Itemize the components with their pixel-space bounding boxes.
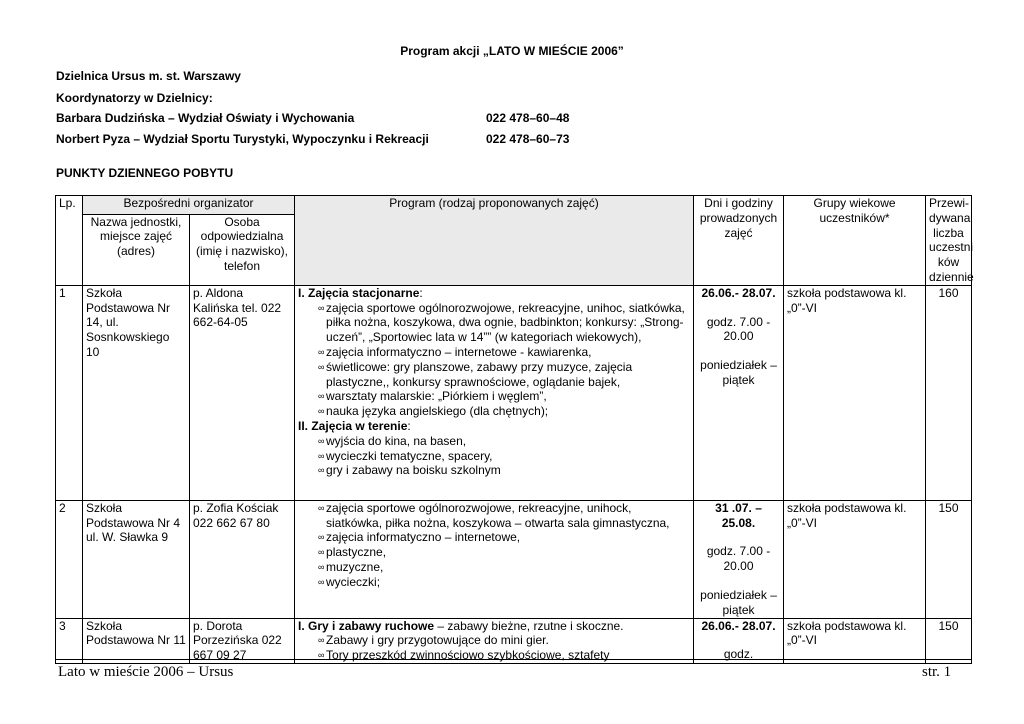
list-item: ∞ gry i zabawy na boisku szkolnym [298, 463, 690, 478]
row-count: 160 [926, 285, 972, 500]
row-program: I. Zajęcia stacjonarne: ∞ zajęcia sportowe ogólnorozwojowe, rekreacyjne, unihoc, siatkówka, piłka nożna, koszykowa, dwa ognie, badbinkton; konkursy: „Strong-uczeń”, „Sportowiec lata w 14”” (w kategoriach wiekowych), ∞ zajęcia informatyczno – internetowe - kawiarenka, ∞ świetlicowe: gry planszowe, zabawy przy muzyce, zajęcia plastyczne,, konkursy sprawnościowe, oglądanie bajek, ∞ warsztaty malarskie: „Piórkiem i węglem”, ∞ nauka języka angielskiego (dla chętnych); II. Zajęcia w terenie: ∞ wyjścia do kina, na basen, ∞ wycieczki tematyczne, spacery, ∞ gry i zabawy na boisku szkolnym [295, 285, 694, 500]
page-number: str. 1 [922, 664, 952, 680]
table-row [56, 500, 972, 618]
coordinator-1-phone: 022 478–60–48 [486, 111, 570, 125]
row-program [295, 500, 694, 618]
row-count: 150 [926, 618, 972, 663]
row-hours: godz. 7.00 - 20.00 [706, 544, 771, 574]
header-lp: Lp. [56, 196, 83, 286]
list-item: ∞ nauka języka angielskiego (dla chętnych); [298, 404, 690, 419]
district-line: Dzielnica Ursus m. st. Warszawy [56, 69, 241, 83]
row-person: p. Zofia Kościak 022 662 67 80 [190, 500, 295, 618]
program-section-text: – zabawy bieżne, rzutne i skoczne. [434, 618, 624, 633]
row-unit: Szkoła Podstawowa Nr 14, ul. Sosnkowskiego 10 [83, 285, 190, 500]
coordinator-1: Barbara Dudzińska – Wydział Oświaty i Wychowania [56, 111, 355, 125]
list-item: ∞ wycieczki tematyczne, spacery, [298, 449, 690, 464]
row-hours: godz. 7.00 - 20.00 [706, 314, 771, 344]
list-item: ∞ Zabawy i gry przygotowujące do mini gier. [298, 633, 690, 648]
program-section-title: I. Gry i zabawy ruchowe [298, 618, 435, 633]
coordinator-2-phone: 022 478–60–73 [486, 132, 570, 146]
header-unit: Nazwa jednostki, miejsce zajęć (adres) [83, 214, 190, 285]
row-lp: 2 [56, 500, 83, 618]
document-title: Program akcji „LATO W MIEŚCIE 2006” [400, 44, 624, 58]
row-dates: 26.06.- 28.07. [701, 285, 776, 300]
header-person: Osoba odpowiedzialna (imię i nazwisko), telefon [190, 214, 295, 285]
header-program: Program (rodzaj proponowanych zajęć) [295, 196, 694, 286]
table-row [56, 285, 972, 500]
header-count: Przewi- dywana liczba uczestni ków dziennie [926, 196, 972, 286]
row-dates: 31 .07. – 25.08. [715, 500, 762, 530]
list-item: ∞ świetlicowe: gry planszowe, zabawy przy muzyce, zajęcia plastyczne,, konkursy sprawnościowe, oglądanie bajek, [298, 360, 690, 390]
list-item: ∞ zajęcia informatyczno – internetowe, [298, 530, 690, 545]
row-groups: szkoła podstawowa kl. „0”-VI [784, 618, 926, 663]
row-person: p. Dorota Porzezińska 022 667 09 27 [190, 618, 295, 663]
row-days [694, 500, 784, 618]
list-item: ∞ zajęcia sportowe ogólnorozwojowe, rekreacyjne, unihock, siatkówka, piłka nożna, koszykowa – otwarta sala gimnastyczna, [298, 501, 690, 531]
row-weekdays: poniedziałek – piątek [700, 358, 777, 387]
program-section-title: II. Zajęcia w terenie [298, 418, 408, 433]
table-row [56, 618, 972, 663]
header-days: Dni i godziny prowadzonych zajęć [694, 196, 784, 286]
list-item: ∞ warsztaty malarskie: „Piórkiem i węglem”, [298, 389, 690, 404]
row-lp: 3 [56, 618, 83, 663]
row-person: p. Aldona Kalińska tel. 022 662-64-05 [190, 285, 295, 500]
list-item: ∞ wycieczki; [298, 575, 690, 590]
row-days [694, 285, 784, 500]
coordinators-label: Koordynatorzy w Dzielnicy: [56, 91, 213, 105]
list-item: ∞ zajęcia sportowe ogólnorozwojowe, rekreacyjne, unihoc, siatkówka, piłka nożna, koszykowa, dwa ognie, badbinkton; konkursy: „Strong-uczeń”, „Sportowiec lata w 14”” (w kategoriach wiekowych), [298, 301, 690, 345]
header-organizer: Bezpośredni organizator [83, 196, 295, 215]
list-item: ∞ zajęcia informatyczno – internetowe - kawiarenka, [298, 345, 690, 360]
row-dates: 26.06.- 28.07. [701, 618, 776, 633]
section-heading: PUNKTY DZIENNEGO POBYTU [56, 166, 234, 180]
row-days [694, 618, 784, 663]
footer-divider [55, 659, 971, 660]
row-groups: szkoła podstawowa kl. „0”-VI [784, 285, 926, 500]
row-lp: 1 [56, 285, 83, 500]
row-unit: Szkoła Podstawowa Nr 11 [83, 618, 190, 663]
list-item: ∞ muzyczne, [298, 560, 690, 575]
program-section-title: I. Zajęcia stacjonarne [298, 285, 420, 300]
row-unit: Szkoła Podstawowa Nr 4 ul. W. Sławka 9 [83, 500, 190, 618]
footer-text: Lato w mieście 2006 – Ursus [58, 664, 234, 680]
program-table [55, 195, 972, 664]
row-count: 150 [926, 500, 972, 618]
list-item: ∞ wyjścia do kina, na basen, [298, 434, 690, 449]
list-item: ∞ Tory przeszkód zwinnościowo szybkościowe, sztafety [298, 648, 690, 663]
row-program [295, 618, 694, 663]
coordinator-2: Norbert Pyza – Wydział Sportu Turystyki, Wypoczynku i Rekreacji [56, 132, 429, 146]
row-weekdays: poniedziałek – piątek [700, 587, 777, 617]
row-groups: szkoła podstawowa kl. „0”-VI [784, 500, 926, 618]
list-item: ∞ plastyczne, [298, 545, 690, 560]
header-groups: Grupy wiekowe uczestników* [784, 196, 926, 286]
row-hours: godz. [723, 647, 754, 662]
